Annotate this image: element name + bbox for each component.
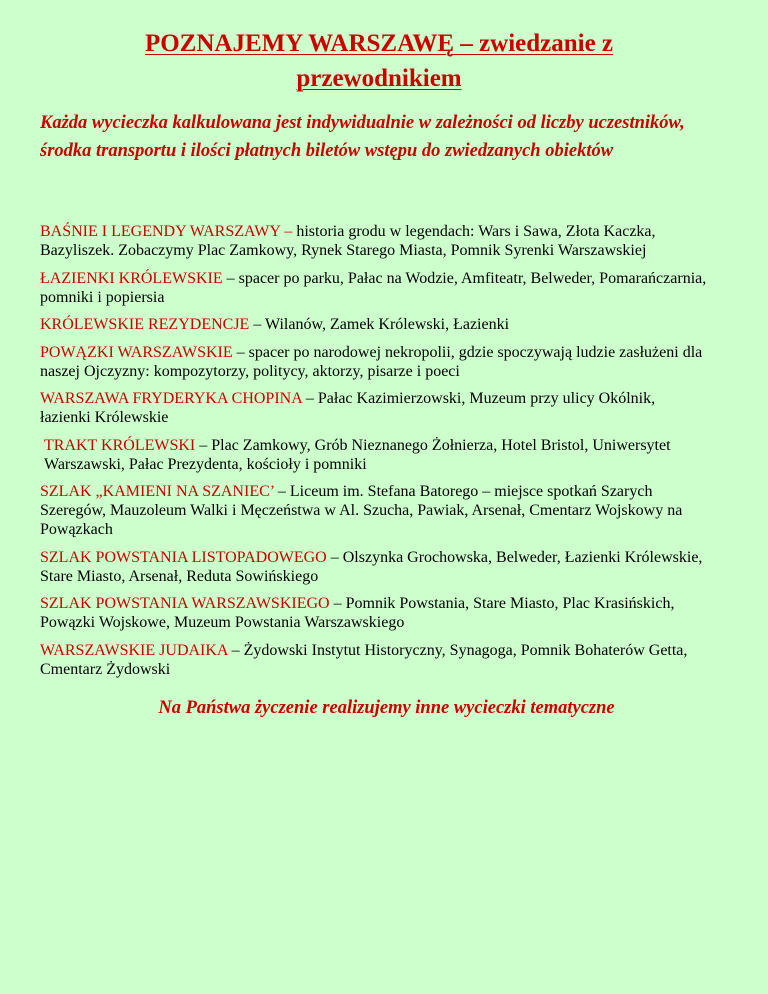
tour-name: BAŚNIE I LEGENDY WARSZAWY – [40,223,293,240]
closing-note: Na Państwa życzenie realizujemy inne wycieczki tematyczne [158,697,615,718]
tour-description: – Plac Zamkowy, Grób Nieznanego Żołnierza, Hotel Bristol, Uniwersytet Warszawski, Pałac Prezydenta, kościoły i pomniki [44,436,671,473]
tour-item-powazki [40,343,708,381]
tour-description: – Wilanów, Zamek Królewski, Łazienki [249,316,510,333]
title-line-1: POZNAJEMY WARSZAWĘ – zwiedzanie z [144,30,614,57]
tour-name: TRAKT KRÓLEWSKI [44,436,196,454]
tour-item-warszawskie [40,594,708,632]
tour-name: POWĄZKI WARSZAWSKIE [40,343,233,361]
tour-name: SZLAK „KAMIENI NA SZANIEC’ [40,483,274,500]
page-title [40,0,708,96]
tour-name: ŁAZIENKI KRÓLEWSKIE [40,269,223,287]
tour-item-legendy [40,222,708,260]
tour-name: SZLAK POWSTANIA WARSZAWSKIEGO [40,595,330,612]
tour-description: – spacer po narodowej nekropolii, gdzie spoczywają ludzie zasłużeni dla naszej Ojczyzny: kompozytorzy, politycy, aktorzy, pisarze i poeci [40,343,703,380]
tour-description: – Żydowski Instytut Historyczny, Synagoga, Pomnik Bohaterów Getta, Cmentarz Żydowski [40,641,688,678]
tour-item-trakt [40,436,708,474]
title-line-2: przewodnikiem [296,65,462,92]
tour-description: – Pałac Kazimierzowski, Muzeum przy ulicy Okólnik, łazienki Królewskie [40,390,656,426]
tour-name: WARSZAWSKIE JUDAIKA [40,641,228,659]
tour-item-chopin [40,389,708,427]
intro-paragraph: Każda wycieczka kalkulowana jest indywidualnie w zależności od liczby uczestników, środka transportu i ilości płatnych biletów wstępu do zwiedzanych obiektów [40,113,685,161]
tour-item-rezydencje [40,315,708,334]
tour-item-judaika [40,641,708,679]
tour-description: – Olszynka Grochowska, Belweder, Łazienki Królewskie, Stare Miasto, Arsenał, Reduta Sowińskiego [40,548,703,585]
tour-description: – spacer po parku, Pałac na Wodzie, Amfiteatr, Belweder, Pomarańczarnia, pomniki i popiersia [40,269,707,306]
tour-list [40,222,708,679]
tour-description: – Liceum im. Stefana Batorego – miejsce spotkań Szarych Szeregów, Mauzoleum Walki i Męczeństwa w Al. Szucha, Pawiak, Arsenał, Cmentarz Wojskowy na Powązkach [40,483,683,538]
tour-name: WARSZAWA FRYDERYKA CHOPINA [40,390,302,407]
tour-name: KRÓLEWSKIE REZYDENCJE [40,316,250,333]
tour-item-lazienki [40,269,708,307]
tour-name: SZLAK POWSTANIA LISTOPADOWEGO [40,548,327,566]
tour-description: historia grodu w legendach: Wars i Sawa, Złota Kaczka, Bazyliszek. Zobaczymy Plac Zamkowy, Rynek Starego Miasta, Pomnik Syrenki Warszawskiej [40,223,656,259]
tour-item-listopadowe [40,548,708,586]
tour-item-kamienie [40,482,708,539]
tour-description: – Pomnik Powstania, Stare Miasto, Plac Krasińskich, Powązki Wojskowe, Muzeum Powstania Warszawskiego [40,595,675,631]
